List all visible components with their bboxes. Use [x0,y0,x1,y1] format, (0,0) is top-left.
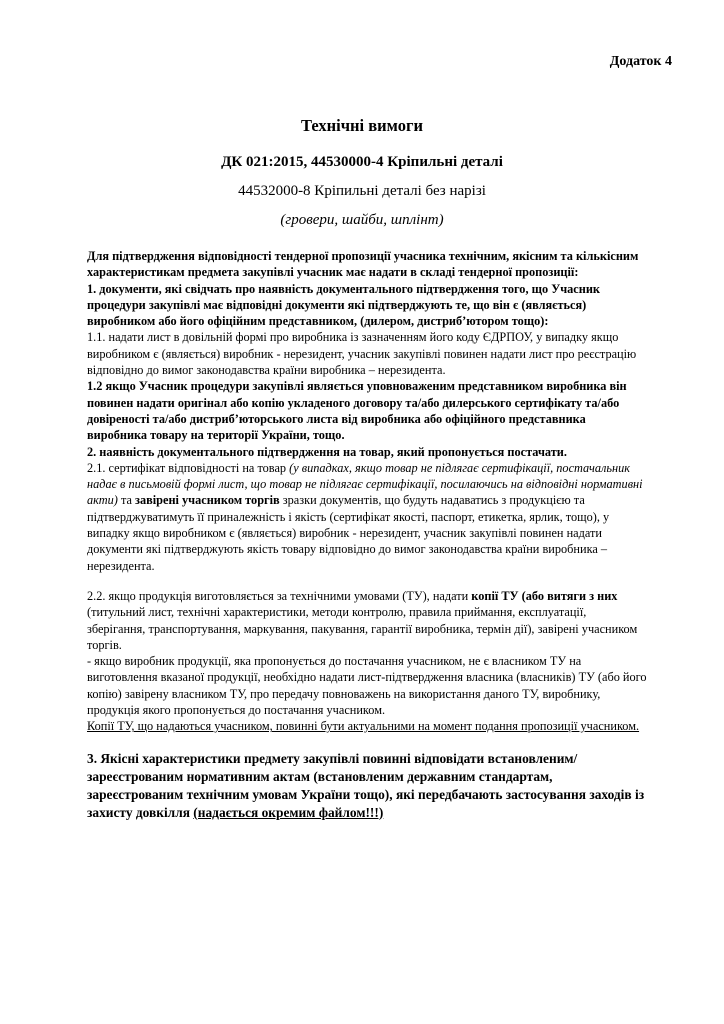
section-2-1-bold: завірені учасником торгів [135,493,280,508]
section-1-heading: 1. документи, які свідчать про наявність документального підтвердження того, що Учасник процедури закупівлі має відповідні документи які підтверджують те, що він є (являється) виробником або його офіційним представником, (дилером, дистриб’ютором тощо): [87,281,601,329]
dk-code-heading: ДК 021:2015, 44530000-4 Кріпильні деталі [221,154,503,170]
section-2-2-bold: копії ТУ (або витяги з них [471,588,618,603]
annex-label: Додаток 4 [609,54,672,69]
section-2-1-text-a: 2.1. сертифікат відповідності на товар [87,460,290,475]
section-2-heading: 2. наявність документального підтвердження на товар, який пропонується постачати. [87,444,567,459]
section-2-1-text-c: зразки документів, що будуть надаватись з продукцією та підтверджуватимуть її приналежність і якість (сертифікат якості, паспорт, етикетка, ярлик, тощо), у випадку якщо виробником є (являється) виробник - нерезидент, учасник закупівлі повинен надати документи які підтверджують якість товару відповідно до вимог законодавства країни виробника – нерезидента. [87,493,610,573]
subcode-heading: 44532000-8 Кріпильні деталі без нарізі [238,183,486,199]
items-subtitle: (гровери, шайби, шплінт) [280,212,444,228]
section-2-1 [87,460,647,574]
section-2-2-dash-item: - якщо виробник продукції, яка пропонується до постачання учасником, не є власником ТУ на виготовлення вказаної продукції, необхідно надати лист-підтвердження власника (власників) ТУ (або його копію) завірену власником ТУ, про передачу повноважень на використання даного ТУ, виробнику, продукція якого пропонується до постачання учасником. [87,654,647,718]
section-3 [87,750,647,822]
intro-paragraph: Для підтвердження відповідності тендерної пропозиції учасника технічним, якісним та кількісним характеристикам предмета закупівлі учасник має надати в складі тендерної пропозиції: [87,249,639,280]
document-title: Технічні вимоги [301,116,423,135]
section-2-2-text-b: (титульний лист, технічні характеристики, методи контролю, правила приймання, експлуатації, зберігання, транспортування, маркування, пакування, гарантії виробника, термін дії), завірені учасником торгів. [87,605,638,652]
section-2-2-underlined-note: Копії ТУ, що надаються учасником, повинні бути актуальними на момент подання пропозиції учасником. [87,719,640,734]
section-2-1-italic-note: (у випадках, якщо товар не підлягає сертифікації, постачальник надає в письмовій формі лист, що товар не підлягає сертифікації, посилаючись на відповідні нормативні акти) [87,460,643,508]
section-2-2-text-a: 2.2. якщо продукція виготовляється за технічними умовами (ТУ), надати [87,588,472,603]
document-body [87,248,647,822]
section-2-2 [87,588,647,653]
section-3-underlined: (надається окремим файлом!!!) [193,804,384,820]
section-3-text: 3. Якісні характеристики предмету закупівлі повинні відповідати встановленим/зареєстрованим нормативним актам (встановленим державним стандартам, зареєстрованим технічним умовам України тощо), які передбачають застосування заходів із захисту довкілля [87,750,645,820]
section-1-1: 1.1. надати лист в довільній формі про виробника із зазначенням його коду ЄДРПОУ, у випадку якщо виробником є (являється) виробник - нерезидент, учасник закупівлі повинен надати лист про реєстрацію відповідно до вимог законодавства країни виробника – нерезидента. [87,330,637,378]
section-1-2: 1.2 якщо Учасник процедури закупівлі являється уповноваженим представником виробника він повинен надати оригінал або копію укладеного договору та/або дилерського сертифікату та/або довіреності та/або дистриб’юторського листа від виробника або офіційного представника виробника товару на території України, тощо. [87,379,627,443]
section-2-1-text-b: та [117,493,136,508]
